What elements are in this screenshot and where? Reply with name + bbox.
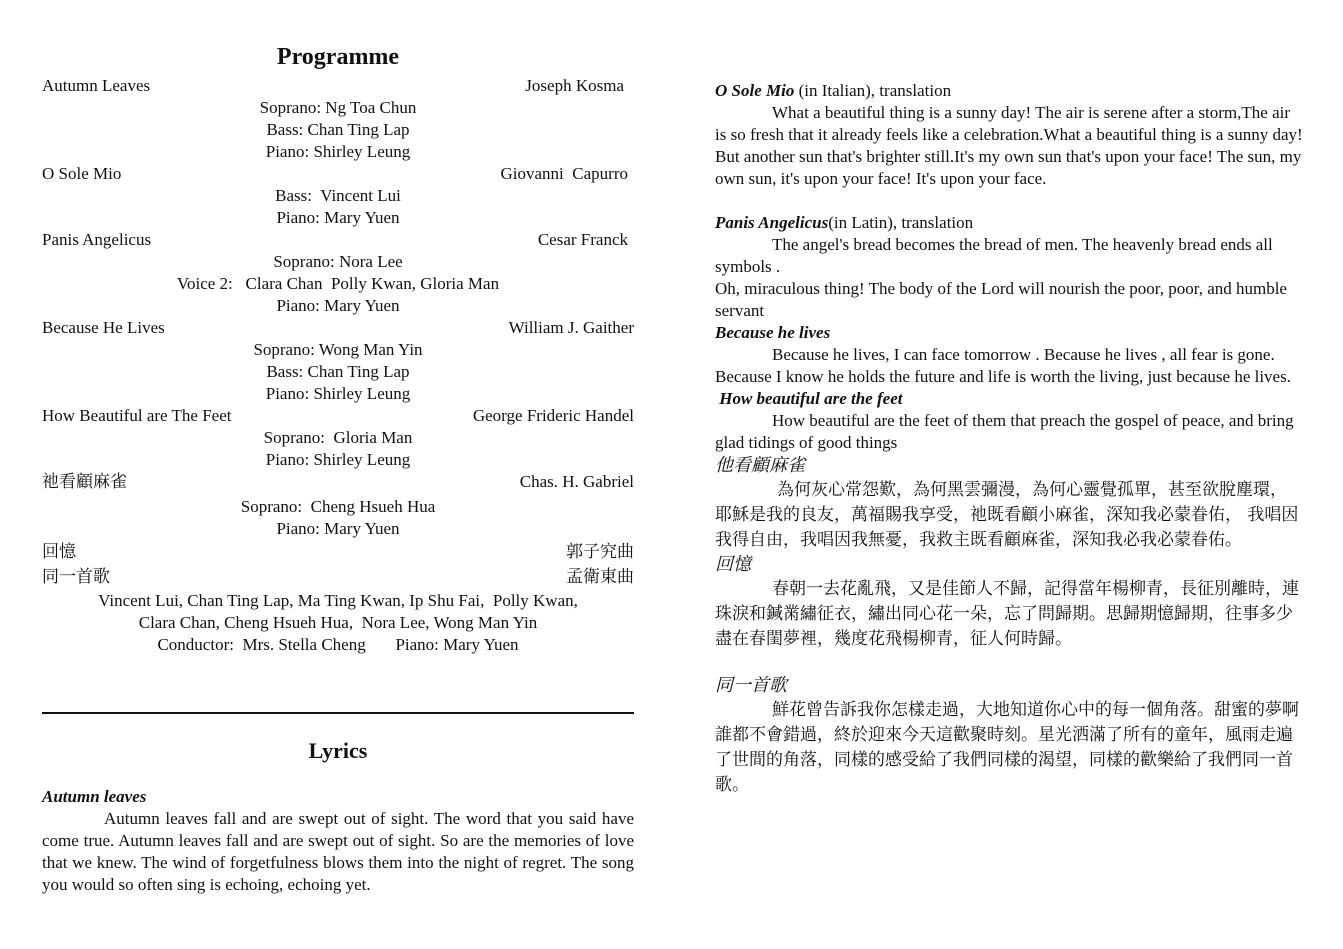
programme-item-how-beautiful [42,405,634,471]
piece-title: Panis Angelicus [42,230,152,249]
heading-suffix: (in Latin), translation [828,213,974,232]
programme-title: Programme [276,44,400,70]
performer: Soprano: Nora Lee [273,252,403,271]
lyric-body: 鮮花曾告訴我你怎樣走過，大地知道你心中的每一個角落。甜蜜的夢啊誰都不會錯過，終於迎來今天這歡聚時刻。星光洒滿了所有的童年，風雨走遍了世間的角落，同樣的感受給了我們同樣的渴望，同樣的歡樂給了我們同一首歌。 [715,700,1299,795]
performer: Soprano: Ng Toa Chun [259,98,417,117]
lyric-body: 春朝一去花亂飛，又是佳節人不歸，記得當年楊柳青，長征別離時，連珠淚和鍼黹繡征衣，繡出同心花一朵，忘了問歸期。思歸期憶歸期，往事多少盡在春閨夢裡，幾度花飛楊柳青，征人何時歸。 [715,579,1299,649]
lyric-heading-sparrow: 他看顧麻雀 [715,455,805,476]
piece-title: How Beautiful are The Feet [42,406,232,425]
lyric-body: 為何灰心常怨歎，為何黑雲彌漫，為何心靈覺孤單，甚至欲脫塵環， 耶穌是我的良友，萬福賜我享受，祂既看顧小麻雀，深知我必蒙眷佑， 我唱因我得自由，我唱因我無憂，我救主既看顧麻雀，深知我必我必蒙眷佑。 [715,480,1299,550]
lyric-text-memory [715,577,1305,652]
composer-name: Giovanni Capurro [500,164,628,183]
performer: Piano: Shirley Leung [265,384,411,403]
heading-title: Panis Angelicus [715,213,829,232]
performer: Bass: Vincent Lui [275,186,401,205]
heading-suffix: (in Italian), translation [794,81,952,100]
composer-name: Chas. H. Gabriel [519,472,634,491]
lyric-text-panis-angelicus-2: Oh, miraculous thing! The body of the Lord will nourish the poor, poor, and humble servant [715,279,1287,320]
piece-title: Autumn Leaves [42,76,151,95]
programme-item-o-sole-mio [42,163,634,229]
section-divider [42,712,634,714]
lyrics-title: Lyrics [308,738,368,763]
composer-name: Cesar Franck [537,230,628,249]
performer: Piano: Mary Yuen [276,519,400,538]
heading-title: How beautiful are the feet [715,389,903,408]
right-page [715,80,1305,798]
composer-name: 孟衛東曲 [566,567,634,587]
programme-item-same-song [42,565,634,590]
performer: Piano: Mary Yuen [276,296,400,315]
composer-name: George Frideric Handel [472,406,634,425]
heading-title: Because he lives [715,323,831,342]
lyric-text-autumn-leaves [42,808,634,896]
lyric-text-how-beautiful [715,410,1305,454]
heading-title: O Sole Mio [715,81,795,100]
piece-title: 回憶 [42,542,76,562]
performer: Piano: Shirley Leung [265,450,411,469]
programme-item-sparrow [42,471,634,540]
lyric-heading-same-song: 同一首歌 [715,675,787,696]
lyric-body: Because he lives, I can face tomorrow . Because he lives , all fear is gone. Because I know he holds the future and life is worth the living, just because he lives. [715,345,1291,386]
composer-name: William J. Gaither [508,318,634,337]
lyric-heading-autumn-leaves: Autumn leaves [42,787,147,806]
ensemble-credits [42,590,634,656]
programme-item-panis-angelicus [42,229,634,317]
lyric-body: What a beautiful thing is a sunny day! The air is serene after a storm,The air is so fresh that it already feels like a celebration.What a beautiful thing is a sunny day! But another sun that's brighter still.It's my own sun that's upon your face! The sun, my own sun, it's upon your face! It's upon your face. [715,103,1303,188]
lyric-text-o-sole-mio [715,102,1305,190]
lyric-text-panis-angelicus [715,234,1305,278]
programme-item-autumn-leaves [42,75,634,163]
lyric-text-same-song [715,698,1305,798]
lyric-heading-how-beautiful [715,388,1305,410]
performer: Soprano: Wong Man Yin [253,340,423,359]
lyric-text-because-he-lives [715,344,1305,388]
lyric-heading-panis-angelicus [715,212,1305,234]
ensemble-line: Vincent Lui, Chan Ting Lap, Ma Ting Kwan, Ip Shu Fai, Polly Kwan, [98,591,578,610]
performer: Piano: Mary Yuen [276,208,400,227]
piece-title: Because He Lives [42,318,165,337]
performer: Bass: Chan Ting Lap [266,120,410,139]
lyric-body: How beautiful are the feet of them that preach the gospel of peace, and bring glad tidings of good things [715,411,1294,452]
performer: Soprano: Gloria Man [263,428,413,447]
left-page [42,44,634,896]
lyric-text-sparrow [715,478,1305,553]
piece-title: O Sole Mio [42,164,122,183]
performer: Bass: Chan Ting Lap [266,362,410,381]
programme-item-memory [42,540,634,565]
lyric-heading-o-sole-mio [715,80,1305,102]
performer: Piano: Shirley Leung [265,142,411,161]
ensemble-line: Clara Chan, Cheng Hsueh Hua, Nora Lee, Wong Man Yin [138,613,538,632]
lyric-body: The angel's bread becomes the bread of men. The heavenly bread ends all symbols . [715,235,1273,276]
lyric-heading-memory: 回憶 [715,554,751,575]
composer-name: Joseph Kosma [525,76,624,95]
lyric-heading-because-he-lives [715,322,1305,344]
performer: Voice 2: Clara Chan Polly Kwan, Gloria Man [176,274,500,293]
ensemble-line: Conductor: Mrs. Stella Cheng Piano: Mary Yuen [157,635,519,654]
piece-title: 祂看顧麻雀 [42,472,127,492]
programme-item-because-he-lives [42,317,634,405]
piece-title: 同一首歌 [42,567,110,587]
performer: Soprano: Cheng Hsueh Hua [240,497,436,516]
lyric-body: Autumn leaves fall and are swept out of sight. The word that you said have come true. Autumn leaves fall and are swept out of sight. So are the memories of love that we knew. The wind of forgetfulness blows them into the night of regret. The song you would so often sing is echoing, echoing yet. [42,809,634,894]
composer-name: 郭子究曲 [566,542,634,562]
